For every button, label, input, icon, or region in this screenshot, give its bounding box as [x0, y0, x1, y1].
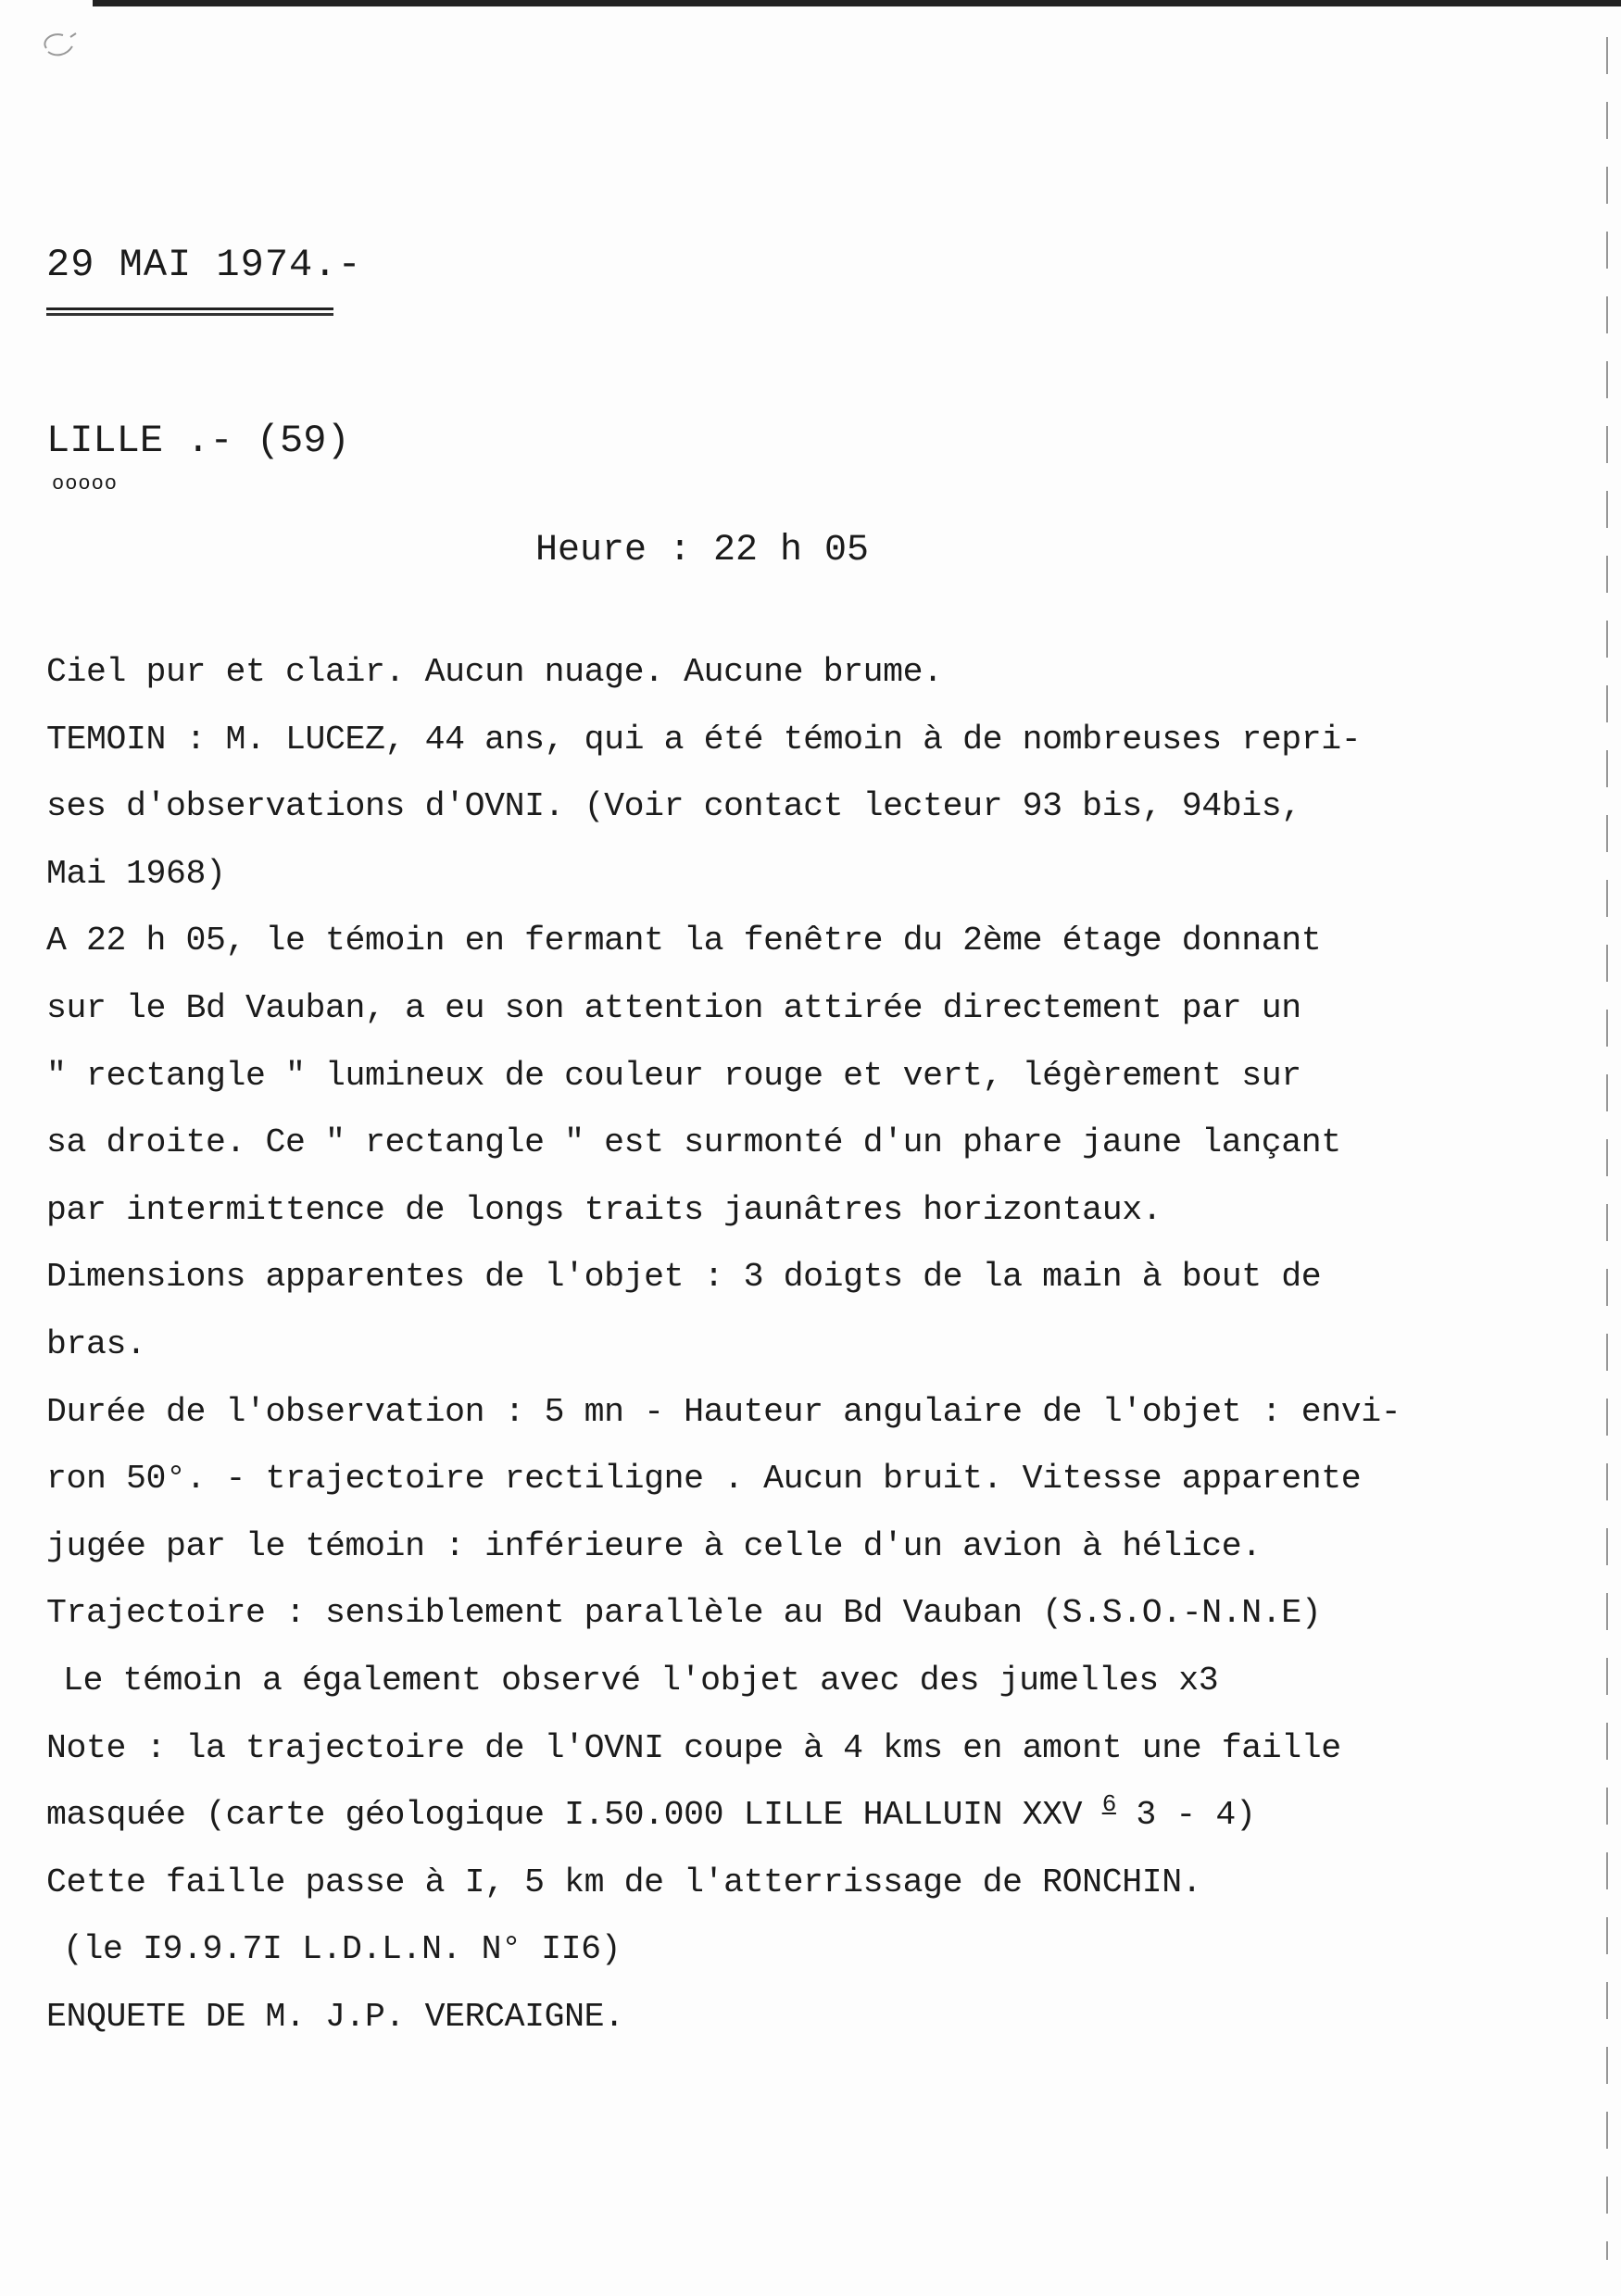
report-body [46, 639, 1547, 2051]
date-underline [46, 307, 333, 310]
observation-hour: Heure : 22 h 05 [535, 530, 870, 571]
report-line: " rectangle " lumineux de couleur rouge et vert, légèrement sur [46, 1056, 1301, 1095]
report-line: Trajectoire : sensiblement parallèle au Bd Vauban (S.S.O.-N.N.E) [46, 1594, 1322, 1633]
report-line: sur le Bd Vauban, a eu son attention attirée directement par un [46, 988, 1301, 1027]
report-line: Durée de l'observation : 5 mn - Hauteur angulaire de l'objet : envi- [46, 1392, 1401, 1431]
report-line: Le témoin a également observé l'objet avec des jumelles x3 [63, 1661, 1219, 1700]
location-heading: LILLE .- (59) [46, 419, 350, 463]
report-line: TEMOIN : M. LUCEZ, 44 ans, qui a été témoin à de nombreuses repri- [46, 720, 1362, 759]
report-line: (le I9.9.7I L.D.L.N. N° II6) [63, 1930, 622, 1969]
map-sheet-superscript: 6 [1101, 1790, 1116, 1819]
location-underline-mark: ooooo [52, 472, 119, 496]
corner-smudge-icon [39, 28, 82, 61]
report-line: ses d'observations d'OVNI. (Voir contact lecteur 93 bis, 94bis, [46, 787, 1301, 826]
report-line: Mai 1968) [46, 854, 226, 893]
page-edge-mark [1606, 37, 1608, 2260]
top-rule [93, 0, 1621, 6]
map-reference-text: masquée (carte géologique I.50.000 LILLE HALLUIN XXV [46, 1796, 1083, 1835]
report-line: A 22 h 05, le témoin en fermant la fenêtre du 2ème étage donnant [46, 922, 1322, 960]
report-line: par intermittence de longs traits jaunâtres horizontaux. [46, 1190, 1162, 1229]
report-line: jugée par le témoin : inférieure à celle d'un avion à hélice. [46, 1526, 1262, 1565]
report-line: ron 50°. - trajectoire rectiligne . Aucun bruit. Vitesse apparente [46, 1460, 1362, 1499]
report-signature-line: ENQUETE DE M. J.P. VERCAIGNE. [46, 1997, 624, 2036]
report-line: Dimensions apparentes de l'objet : 3 doigts de la main à bout de [46, 1258, 1322, 1297]
report-line-map-reference [46, 1782, 1547, 1850]
report-line: Ciel pur et clair. Aucun nuage. Aucune brume. [46, 653, 943, 691]
report-line: Cette faille passe à I, 5 km de l'atterrissage de RONCHIN. [46, 1863, 1202, 1901]
map-reference-sheet: 3 - 4) [1136, 1796, 1256, 1835]
document-date: 29 MAI 1974.- [46, 243, 362, 287]
report-line: bras. [46, 1324, 146, 1363]
report-line: Note : la trajectoire de l'OVNI coupe à 4 kms en amont une faille [46, 1728, 1341, 1767]
report-line: sa droite. Ce " rectangle " est surmonté d'un phare jaune lançant [46, 1123, 1341, 1162]
